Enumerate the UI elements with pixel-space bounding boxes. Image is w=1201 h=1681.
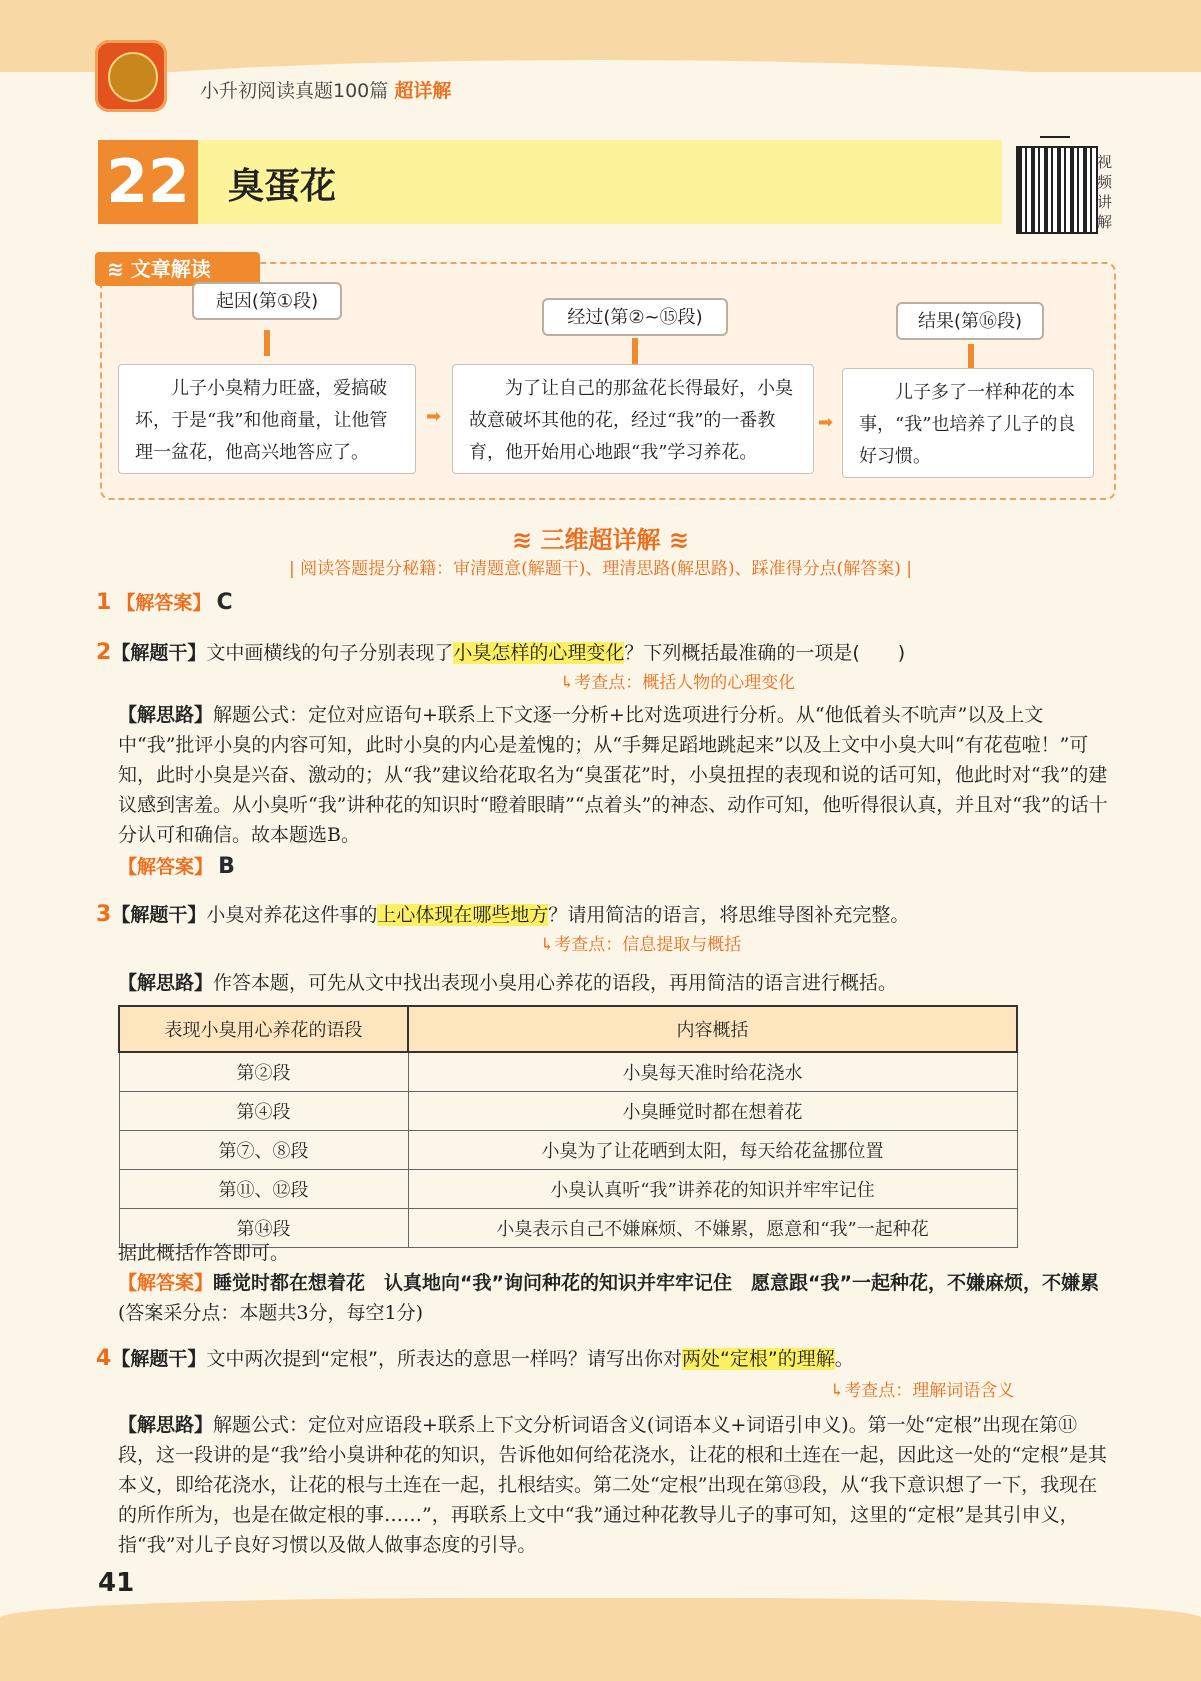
stem-text: 文中画横线的句子分别表现了: [206, 642, 454, 664]
question-number: 2: [96, 640, 112, 665]
section-subtitle: | 阅读答题提分秘籍：审清题意(解题干)、理清思路(解思路)、踩准得分点(解答案) |: [288, 559, 913, 579]
question-number: 4: [96, 1346, 112, 1371]
stem-text: ？下列概括最准确的一项是( ): [624, 642, 906, 664]
arrow-down-icon: [264, 330, 270, 356]
table-header: 表现小臭用心养花的语段: [119, 1006, 408, 1052]
question-number: 3: [96, 902, 112, 927]
question-4-idea: [118, 1410, 1112, 1560]
table-header: 内容概括: [408, 1006, 1017, 1052]
stem-label: 【解题干】: [111, 904, 207, 926]
answer-value: B: [218, 854, 235, 879]
idea-label: 【解思路】: [118, 704, 214, 726]
stage-label-process: 经过(第②~⑮段): [542, 298, 728, 336]
question-2-idea: [118, 700, 1112, 850]
arrow-down-icon: [968, 344, 974, 370]
table-header-row: [119, 1006, 1017, 1052]
arrow-right-icon: ➡: [426, 406, 442, 427]
qr-code-icon[interactable]: [1016, 146, 1098, 234]
idea-text: 解题公式：定位对应语段+联系上下文分析词语含义(词语本义+词语引申义)。第一处“定根”出现在第⑪段，这一段讲的是“我”给小臭讲种花的知识，告诉他如何给花浇水，让花的根和土连在一起，因此这一处的“定根”是其本义，即给花浇水，让花的根与土连在一起，扎根结实。第二处“定根”出现在第⑬段，从“我下意识想了一下，我现在的所作所为，也是在做定根的事……”，再联系上文中“我”通过种花教导儿子的事可知，这里的“定根”是其引申义，指“我”对儿子良好习惯以及做人做事态度的引导。: [118, 1414, 1107, 1556]
table-cell: 第⑦、⑧段: [119, 1131, 408, 1170]
table-row: [119, 1092, 1017, 1131]
stem-text: 。: [834, 1348, 854, 1370]
table-row: [119, 1052, 1017, 1092]
arrow-right-icon: ➡: [818, 412, 834, 433]
idea-label: 【解思路】: [118, 972, 214, 994]
stage-text-result: 儿子多了一样种花的本事，“我”也培养了儿子的良好习惯。: [842, 368, 1094, 478]
idea-label: 【解思路】: [118, 1414, 214, 1436]
series-title: [200, 76, 451, 103]
table-cell: 小臭睡觉时都在想着花: [408, 1092, 1017, 1131]
exam-point-note: ↳考查点：概括人物的心理变化: [560, 673, 796, 693]
question-2-answer: [118, 852, 235, 879]
table-cell: 第⑭段: [119, 1209, 408, 1248]
logo-emblem-icon: [108, 52, 158, 102]
answer-value: C: [216, 590, 233, 615]
table-cell: 小臭每天准时给花浇水: [408, 1052, 1017, 1092]
stage-text-cause: 儿子小臭精力旺盛，爱搞破坏，于是“我”和他商量，让他管理一盆花，他高兴地答应了。: [118, 364, 416, 474]
answer-value: 睡觉时都在想着花 认真地向“我”询问种花的知识并牢牢记住 愿意跟“我”一起种花，不嫌麻烦，不嫌累: [213, 1272, 1099, 1294]
question-3-answer: [118, 1268, 1108, 1328]
exam-point-note: ↳考查点：信息提取与概括: [540, 935, 742, 955]
answer-note: (答案采分点：本题共3分，每空1分): [118, 1302, 424, 1324]
summary-table: [118, 1005, 1018, 1248]
table-cell: 第②段: [119, 1052, 408, 1092]
stem-label: 【解题干】: [111, 642, 207, 664]
arrow-down-icon: [632, 338, 638, 364]
lesson-number: 22: [98, 140, 198, 224]
question-2-stem: [96, 638, 1106, 668]
analysis-tag: ≋ 文章解读: [95, 252, 260, 286]
stem-label: 【解题干】: [111, 1348, 207, 1370]
section-title: ≋ 三维超详解 ≋: [512, 526, 689, 554]
table-cell: 第⑪、⑫段: [119, 1170, 408, 1209]
question-3-stem: [96, 900, 1106, 930]
stage-text-process: 为了让自己的那盆花长得最好，小臭故意破坏其他的花，经过“我”的一番教育，他开始用心地跟“我”学习养花。: [452, 364, 814, 474]
table-cell: 小臭认真听“我”讲养花的知识并牢牢记住: [408, 1170, 1017, 1209]
table-row: [119, 1170, 1017, 1209]
table-cell: 小臭为了让花晒到太阳，每天给花盆挪位置: [408, 1131, 1017, 1170]
stem-text: ？请用简洁的语言，将思维导图补充完整。: [548, 904, 910, 926]
footer-band: [0, 1598, 1201, 1681]
stem-text: 文中两次提到“定根”，所表达的意思一样吗？请写出你对: [206, 1348, 683, 1370]
question-3-idea: [118, 968, 1112, 998]
stage-label-cause: 起因(第①段): [192, 282, 342, 320]
stem-text: 小臭对养花这件事的: [206, 904, 378, 926]
page-number: 41: [98, 1568, 135, 1598]
table-row: [119, 1131, 1017, 1170]
series-name: 小升初阅读真题100篇: [200, 80, 389, 102]
table-footnote: 据此概括作答即可。: [118, 1242, 290, 1264]
table-cell: 第④段: [119, 1092, 408, 1131]
stem-highlight: 上心体现在哪些地方: [377, 904, 549, 926]
stage-label-result: 结果(第⑯段): [896, 302, 1044, 340]
series-highlight: 超详解: [394, 80, 452, 102]
table-cell: 小臭表示自己不嫌麻烦、不嫌累，愿意和“我”一起种花: [408, 1209, 1017, 1248]
stem-highlight: 小臭怎样的心理变化: [453, 642, 625, 664]
answer-label: 【解答案】: [118, 856, 214, 878]
question-1: [96, 588, 233, 615]
idea-text: 作答本题，可先从文中找出表现小臭用心养花的语段，再用简洁的语言进行概括。: [213, 972, 898, 994]
answer-label: 【解答案】: [116, 592, 212, 614]
qr-label: 视频讲解: [1097, 153, 1113, 231]
stem-highlight: 两处“定根”的理解: [682, 1348, 835, 1370]
lesson-title: 臭蛋花: [228, 166, 337, 207]
question-number: 1: [96, 590, 112, 615]
idea-text: 解题公式：定位对应语句+联系上下文逐一分析+比对选项进行分析。从“他低着头不吭声”以及上文中“我”批评小臭的内容可知，此时小臭的内心是羞愧的；从“手舞足蹈地跳起来”以及上文中小臭大叫“有花苞啦！”可知，此时小臭是兴奋、激动的；从“我”建议给花取名为“臭蛋花”时，小臭扭捏的表现和说的话可知，他此时对“我”的建议感到害羞。从小臭听“我”讲种花的知识时“瞪着眼睛”“点着头”的神态、动作可知，他听得很认真，并且对“我”的话十分认可和确信。故本题选B。: [118, 704, 1108, 846]
question-4-stem: [96, 1344, 1106, 1374]
exam-point-note: ↳考查点：理解词语含义: [830, 1381, 1015, 1401]
answer-label: 【解答案】: [118, 1272, 214, 1294]
